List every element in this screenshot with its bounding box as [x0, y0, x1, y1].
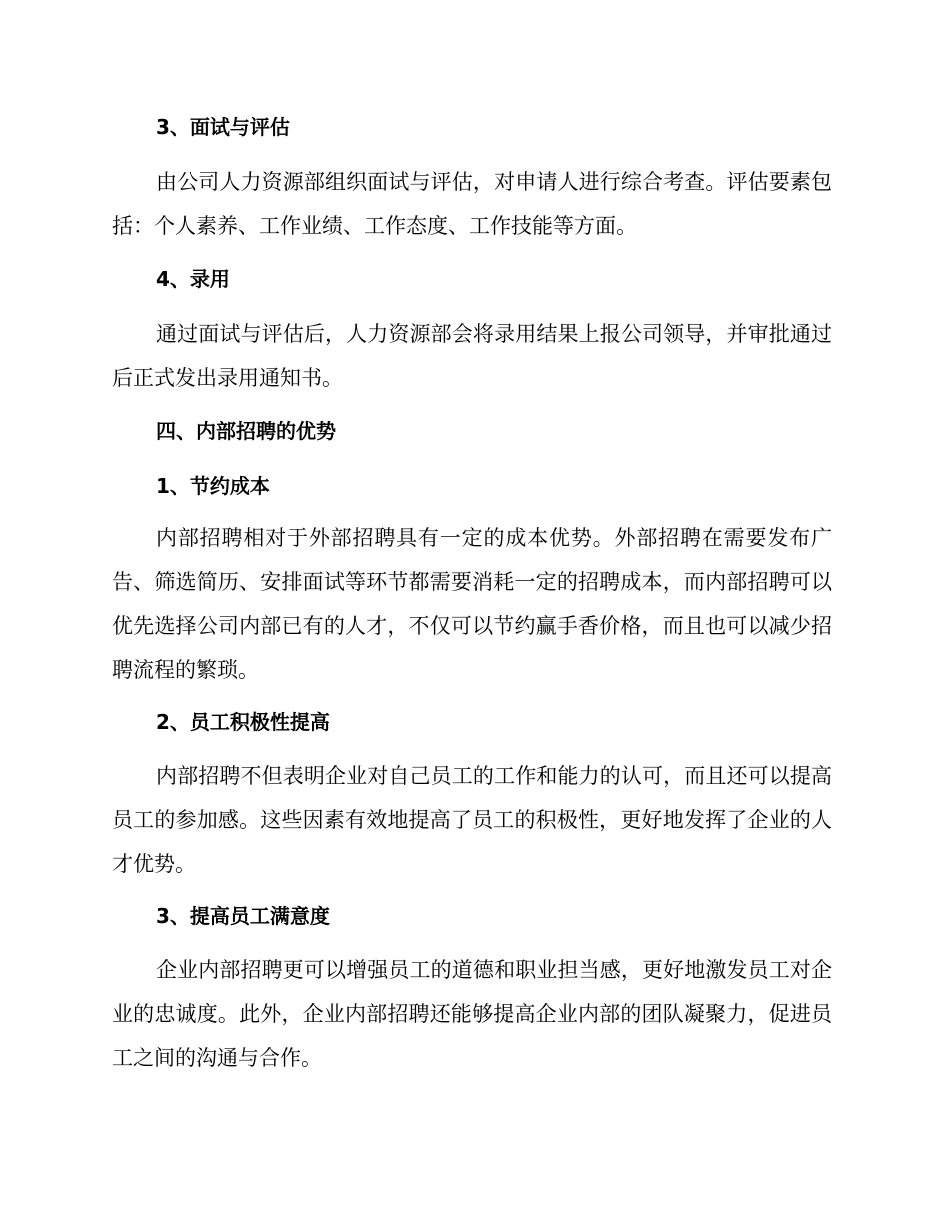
paragraph-interview: 由公司人力资源部组织面试与评估，对申请人进行综合考查。评估要素包括：个人素养、工作业绩、工作态度、工作技能等方面。	[112, 170, 832, 238]
section-heading-hiring: 4、录用	[156, 267, 230, 291]
section-heading-cost: 1、节约成本	[156, 474, 270, 498]
chapter-heading-advantages: 四、内部招聘的优势	[156, 419, 336, 443]
paragraph-cost: 内部招聘相对于外部招聘具有一定的成本优势。外部招聘在需要发布广告、筛选简历、安排面试等环节都需要消耗一定的招聘成本，而内部招聘可以优先选择公司内部已有的人才，不仅可以节约赢手香价格，而且也可以减少招聘流程的繁琐。	[112, 526, 832, 682]
section-heading-motivation: 2、员工积极性提高	[156, 710, 330, 734]
paragraph-motivation: 内部招聘不但表明企业对自己员工的工作和能力的认可，而且还可以提高员工的参加感。这些因素有效地提高了员工的积极性，更好地发挥了企业的人才优势。	[112, 764, 832, 876]
section-heading-interview: 3、面试与评估	[156, 115, 290, 139]
section-heading-satisfaction: 3、提高员工满意度	[156, 904, 330, 928]
paragraph-hiring: 通过面试与评估后，人力资源部会将录用结果上报公司领导，并审批通过后正式发出录用通知书。	[112, 322, 832, 390]
paragraph-satisfaction: 企业内部招聘更可以增强员工的道德和职业担当感，更好地激发员工对企业的忠诚度。此外，企业内部招聘还能够提高企业内部的团队凝聚力，促进员工之间的沟通与合作。	[112, 958, 832, 1070]
